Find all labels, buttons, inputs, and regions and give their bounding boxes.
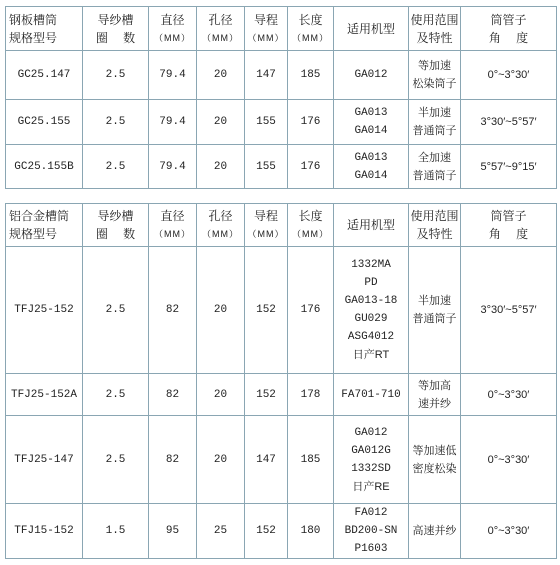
table-row <box>6 145 557 189</box>
cell-diameter <box>149 100 197 145</box>
cell-usage <box>409 416 461 504</box>
cell-groove-turns <box>83 504 149 559</box>
cell-groove-turns <box>83 416 149 504</box>
cell-line: 圈 数 <box>95 30 136 45</box>
cell-line: BD200-SN <box>344 525 398 537</box>
cell-spec-model <box>6 51 83 100</box>
cell-usage <box>409 247 461 374</box>
cell-line: 82 <box>165 453 180 466</box>
cell-line: 半加速 <box>418 107 451 119</box>
cell-line: 及特性 <box>416 30 453 45</box>
cell-cone-angle <box>461 416 557 504</box>
cell-line: 普通筒子 <box>412 313 457 325</box>
cell-line: TFJ25-147 <box>14 453 74 466</box>
cell-line: 1.5 <box>105 525 126 537</box>
header-spec-model <box>6 7 83 51</box>
cell-line: 全加速 <box>418 151 451 164</box>
aluminum-drum-spec-table <box>5 203 557 559</box>
cell-diameter <box>149 247 197 374</box>
cell-line: 导纱槽 <box>97 12 134 27</box>
cell-cone-angle <box>461 51 557 100</box>
cell-machine-model <box>334 374 409 416</box>
cell-line: 20 <box>213 304 228 316</box>
cell-line: 176 <box>300 116 321 128</box>
cell-line: FA701-710 <box>341 388 401 401</box>
cell-line: GC25.147 <box>17 69 71 81</box>
cell-diameter <box>149 504 197 559</box>
steel-drum-spec-table <box>5 6 557 189</box>
cell-pitch <box>245 374 288 416</box>
cell-cone-angle <box>461 374 557 416</box>
cell-length <box>288 247 334 374</box>
header-length <box>288 204 334 247</box>
cell-bore <box>197 51 245 100</box>
cell-line: 导纱槽 <box>97 209 134 223</box>
cell-line: GC25.155B <box>14 160 74 173</box>
cell-diameter <box>149 416 197 504</box>
cell-cone-angle <box>461 247 557 374</box>
cell-diameter <box>149 51 197 100</box>
cell-line: 82 <box>165 304 180 316</box>
cell-line: 2.5 <box>105 160 126 173</box>
header-cone-angle <box>461 204 557 247</box>
header-groove-turns <box>83 7 149 51</box>
cell-line: 使用范围 <box>410 12 459 27</box>
cell-bore <box>197 100 245 145</box>
cell-line: 20 <box>213 160 228 173</box>
cell-line: 速并纱 <box>418 397 451 410</box>
cell-line: 95 <box>165 525 180 537</box>
cell-line: ASG4012 <box>347 331 395 343</box>
cell-line: GA012 <box>354 426 388 439</box>
cell-line: 20 <box>213 69 228 81</box>
cell-line: 0°~3°30′ <box>487 69 530 81</box>
cell-line: 长度 <box>298 209 323 223</box>
cell-line: 使用范围 <box>410 209 459 223</box>
cell-length <box>288 145 334 189</box>
cell-line: 2.5 <box>105 388 126 401</box>
cell-usage <box>409 504 461 559</box>
cell-usage <box>409 145 461 189</box>
header-row <box>6 7 557 51</box>
cell-pitch <box>245 416 288 504</box>
cell-line: 圈 数 <box>95 227 136 241</box>
cell-line: 等加速 <box>418 60 451 72</box>
cell-line: 2.5 <box>105 69 126 81</box>
cell-line: 规格型号 <box>9 227 58 241</box>
cell-line: TFJ25-152 <box>14 304 74 316</box>
cell-line: 5°57′~9°15′ <box>480 160 537 173</box>
cell-line: GA014 <box>354 169 388 182</box>
cell-diameter <box>149 374 197 416</box>
cell-groove-turns <box>83 145 149 189</box>
cell-line: 1332SD <box>351 462 391 475</box>
cell-line: 155 <box>256 116 276 128</box>
cell-spec-model <box>6 145 83 189</box>
cell-line: 0°~3°30′ <box>487 388 530 401</box>
cell-usage <box>409 51 461 100</box>
header-machine-model <box>334 7 409 51</box>
header-row <box>6 204 557 247</box>
header-usage <box>409 7 461 51</box>
cell-cone-angle <box>461 145 557 189</box>
cell-line: TFJ15-152 <box>14 525 74 537</box>
cell-line: （MM） <box>292 229 329 239</box>
cell-line: 152 <box>256 304 276 316</box>
cell-line: 2.5 <box>105 304 126 316</box>
header-pitch <box>245 7 288 51</box>
cell-line: GU029 <box>354 313 388 325</box>
cell-line: GA013 <box>354 151 388 164</box>
cell-line: GA012 <box>354 69 388 81</box>
table-row <box>6 416 557 504</box>
cell-line: （MM） <box>292 32 329 43</box>
cell-line: （MM） <box>154 229 191 239</box>
cell-line: 176 <box>300 160 321 173</box>
cell-line: 密度松染 <box>412 462 457 475</box>
cell-pitch <box>245 51 288 100</box>
cell-cone-angle <box>461 100 557 145</box>
cell-length <box>288 374 334 416</box>
cell-line: GA013 <box>354 107 388 119</box>
cell-pitch <box>245 145 288 189</box>
cell-line: 高速并纱 <box>412 525 457 537</box>
cell-line: 0°~3°30′ <box>487 453 530 466</box>
cell-line: 3°30′~5°57′ <box>480 116 537 128</box>
cell-line: 直径 <box>160 12 185 27</box>
cell-line: 角 度 <box>488 30 529 45</box>
cell-line: 半加速 <box>418 295 451 307</box>
cell-groove-turns <box>83 100 149 145</box>
cell-line: 152 <box>256 525 276 537</box>
cell-bore <box>197 247 245 374</box>
cell-line: 185 <box>300 453 321 466</box>
cell-pitch <box>245 504 288 559</box>
cell-length <box>288 51 334 100</box>
cell-line: 孔径 <box>208 12 233 27</box>
table-row <box>6 51 557 100</box>
cell-line: GA013-18 <box>344 295 398 307</box>
cell-line: 筒管子 <box>490 12 527 27</box>
cell-line: PD <box>364 277 378 289</box>
cell-line: 铝合金槽筒 <box>9 209 70 223</box>
header-diameter <box>149 7 197 51</box>
header-bore <box>197 204 245 247</box>
cell-line: 79.4 <box>159 160 186 173</box>
cell-line: 82 <box>165 388 180 401</box>
cell-bore <box>197 145 245 189</box>
cell-line: （MM） <box>247 32 285 43</box>
cell-line: （MM） <box>247 229 285 239</box>
cell-groove-turns <box>83 51 149 100</box>
cell-machine-model <box>334 504 409 559</box>
cell-usage <box>409 100 461 145</box>
cell-line: （MM） <box>154 32 191 43</box>
cell-usage <box>409 374 461 416</box>
cell-line: 178 <box>300 388 321 401</box>
cell-machine-model <box>334 51 409 100</box>
cell-machine-model <box>334 100 409 145</box>
cell-line: 导程 <box>253 12 278 27</box>
header-diameter <box>149 204 197 247</box>
cell-length <box>288 416 334 504</box>
cell-line: 147 <box>256 69 276 81</box>
cell-pitch <box>245 247 288 374</box>
cell-length <box>288 504 334 559</box>
cell-machine-model <box>334 145 409 189</box>
header-bore <box>197 7 245 51</box>
table-row <box>6 247 557 374</box>
table-row <box>6 374 557 416</box>
header-usage <box>409 204 461 247</box>
cell-line: 普通筒子 <box>412 125 457 137</box>
cell-line: （MM） <box>202 32 239 43</box>
table-row <box>6 100 557 145</box>
cell-line: 日产RT <box>352 349 390 361</box>
cell-line: 1332MA <box>351 259 391 271</box>
cell-spec-model <box>6 100 83 145</box>
cell-line: 等加高 <box>418 379 451 392</box>
cell-pitch <box>245 100 288 145</box>
header-spec-model <box>6 204 83 247</box>
cell-line: P1603 <box>354 543 388 555</box>
cell-line: 20 <box>213 453 228 466</box>
cell-line: 孔径 <box>208 209 233 223</box>
cell-line: 角 度 <box>488 227 529 241</box>
cell-groove-turns <box>83 374 149 416</box>
cell-line: FA012 <box>354 507 388 519</box>
cell-line: 152 <box>256 388 276 401</box>
cell-machine-model <box>334 416 409 504</box>
cell-line: 3°30′~5°57′ <box>480 304 537 316</box>
cell-bore <box>197 416 245 504</box>
cell-line: 180 <box>300 525 321 537</box>
header-groove-turns <box>83 204 149 247</box>
cell-line: 147 <box>256 453 276 466</box>
cell-line: 25 <box>213 525 228 537</box>
cell-line: 等加速低 <box>412 444 457 457</box>
cell-line: 适用机型 <box>346 21 395 36</box>
cell-groove-turns <box>83 247 149 374</box>
cell-spec-model <box>6 374 83 416</box>
cell-line: 20 <box>213 116 228 128</box>
cell-line: GA012G <box>351 444 391 457</box>
cell-line: TFJ25-152A <box>10 388 77 401</box>
cell-line: 直径 <box>160 209 185 223</box>
cell-line: 及特性 <box>416 227 453 241</box>
cell-line: 普通筒子 <box>412 169 457 182</box>
header-machine-model <box>334 204 409 247</box>
cell-line: 长度 <box>298 12 323 27</box>
cell-spec-model <box>6 247 83 374</box>
cell-line: 185 <box>300 69 321 81</box>
cell-cone-angle <box>461 504 557 559</box>
cell-line: 规格型号 <box>9 30 58 45</box>
cell-bore <box>197 504 245 559</box>
cell-line: 松染筒子 <box>412 78 457 90</box>
cell-line: 日产RE <box>352 480 390 493</box>
cell-machine-model <box>334 247 409 374</box>
cell-line: 176 <box>300 304 321 316</box>
cell-line: 79.4 <box>159 69 186 81</box>
cell-line: 0°~3°30′ <box>487 525 530 537</box>
cell-spec-model <box>6 416 83 504</box>
cell-length <box>288 100 334 145</box>
header-length <box>288 7 334 51</box>
cell-line: 钢板槽筒 <box>9 12 58 27</box>
cell-spec-model <box>6 504 83 559</box>
cell-diameter <box>149 145 197 189</box>
cell-line: 适用机型 <box>346 218 395 232</box>
cell-line: 筒管子 <box>490 209 527 223</box>
cell-line: 导程 <box>253 209 278 223</box>
cell-line: 20 <box>213 388 228 401</box>
header-pitch <box>245 204 288 247</box>
cell-line: 155 <box>256 160 276 173</box>
cell-line: 79.4 <box>159 116 186 128</box>
table-row <box>6 504 557 559</box>
cell-line: 2.5 <box>105 453 126 466</box>
header-cone-angle <box>461 7 557 51</box>
cell-line: 2.5 <box>105 116 126 128</box>
cell-bore <box>197 374 245 416</box>
cell-line: GA014 <box>354 125 388 137</box>
cell-line: GC25.155 <box>17 116 71 128</box>
cell-line: （MM） <box>202 229 239 239</box>
